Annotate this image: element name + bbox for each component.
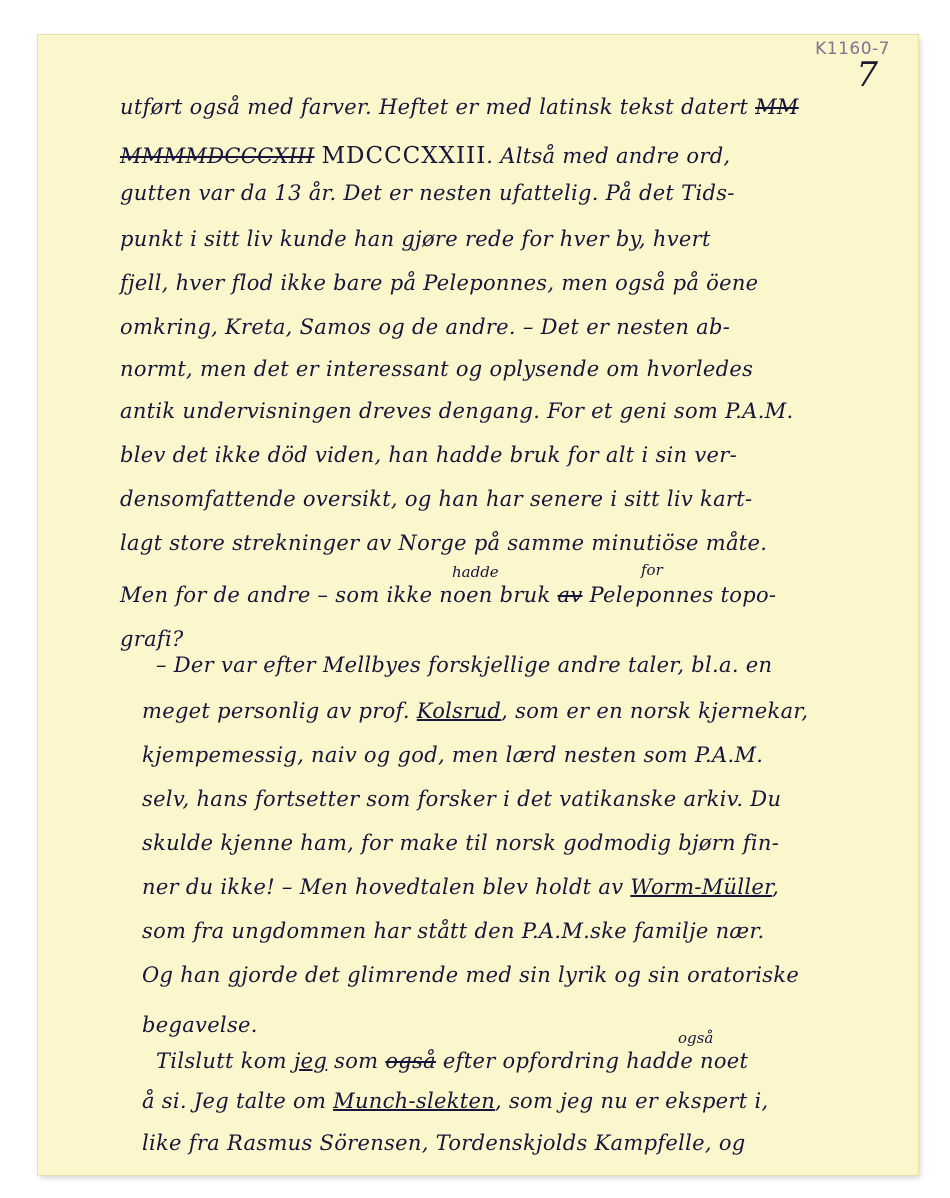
underlined-name: Kolsrud xyxy=(416,699,502,723)
underlined-name: Munch-slekten xyxy=(333,1089,496,1113)
text-line-25: like fra Rasmus Sörensen, Tordenskjolds Kampfelle, og xyxy=(142,1131,746,1155)
text-line-19 xyxy=(142,875,779,899)
line-text: ner du ikke! – Men hovedtalen blev holdt av xyxy=(142,875,631,899)
roman-date: MDCCCXXIII xyxy=(321,143,487,169)
line-text: utført også med farver. Heftet er med latinsk tekst datert xyxy=(120,95,749,119)
text-line-17: selv, hans fortsetter som forsker i det vatikanske arkiv. Du xyxy=(142,787,782,811)
text-line-15 xyxy=(142,699,808,723)
line-text: , som er en norsk kjernekar, xyxy=(501,699,809,723)
text-line-4: punkt i sitt liv kunde han gjøre rede for hver by, hvert xyxy=(120,227,711,251)
line-text: Men for de andre – som ikke xyxy=(120,583,433,607)
struck-text: også xyxy=(385,1049,436,1073)
line-text: å si. Jeg talte om xyxy=(142,1089,334,1113)
text-line-23 xyxy=(156,1049,748,1073)
text-line-12 xyxy=(120,583,776,607)
text-line-21: Og han gjorde det glimrende med sin lyrik og sin oratoriske xyxy=(142,963,800,987)
inserted-word: også xyxy=(678,1029,714,1047)
line-text: som xyxy=(327,1049,386,1073)
text-line-16: kjempemessig, naiv og god, men lærd nesten som P.A.M. xyxy=(142,743,764,767)
text-line-9: blev det ikke död viden, han hadde bruk for alt i sin ver- xyxy=(120,443,737,467)
page-number: 7 xyxy=(856,55,878,95)
struck-text: MM xyxy=(755,95,799,119)
line-text: efter opfordring hadde noet xyxy=(435,1049,749,1073)
archive-id: K1160-7 xyxy=(815,39,890,59)
line-text: Peleponnes topo- xyxy=(582,583,777,607)
line-text: Tilslutt kom xyxy=(156,1049,294,1073)
line-text: , som jeg nu er ekspert i, xyxy=(495,1089,769,1113)
text-line-22: begavelse. xyxy=(142,1013,258,1037)
text-line-11: lagt store strekninger av Norge på samme minutiöse måte. xyxy=(120,531,768,555)
line-text: meget personlig av prof. xyxy=(142,699,417,723)
text-line-18: skulde kjenne ham, for make til norsk godmodig bjørn fin- xyxy=(142,831,780,855)
text-line-8: antik undervisningen dreves dengang. For et geni som P.A.M. xyxy=(120,399,794,423)
text-line-5: fjell, hver flod ikke bare på Peleponnes, men også på öene xyxy=(120,271,759,295)
struck-text: MMMMDCCCXIII xyxy=(120,144,315,168)
text-line-24 xyxy=(142,1089,768,1113)
line-text: . Altså med andre ord, xyxy=(486,144,731,168)
text-line-2 xyxy=(120,143,730,169)
underlined-name: Worm-Müller xyxy=(630,875,773,899)
text-line-6: omkring, Kreta, Samos og de andre. – Det er nesten ab- xyxy=(120,315,731,339)
text-line-3: gutten var da 13 år. Det er nesten ufattelig. På det Tids- xyxy=(120,181,735,205)
inserted-word: hadde xyxy=(452,563,499,581)
text-line-20: som fra ungdommen har stått den P.A.M.ske familje nær. xyxy=(142,919,765,943)
text-line-14: – Der var efter Mellbyes forskjellige andre taler, bl.a. en xyxy=(156,653,773,677)
text-line-7: normt, men det er interessant og oplysende om hvorledes xyxy=(120,357,754,381)
line-text: , xyxy=(772,875,780,899)
struck-text: av xyxy=(557,583,583,607)
text-line-13: grafi? xyxy=(120,627,184,651)
line-text: noen bruk xyxy=(432,583,551,607)
text-line-1 xyxy=(120,95,799,119)
underlined-word: jeg xyxy=(293,1049,328,1073)
text-line-10: densomfattende oversikt, og han har senere i sitt liv kart- xyxy=(120,487,753,511)
inserted-word: for xyxy=(641,561,663,579)
manuscript-page xyxy=(38,35,918,1175)
